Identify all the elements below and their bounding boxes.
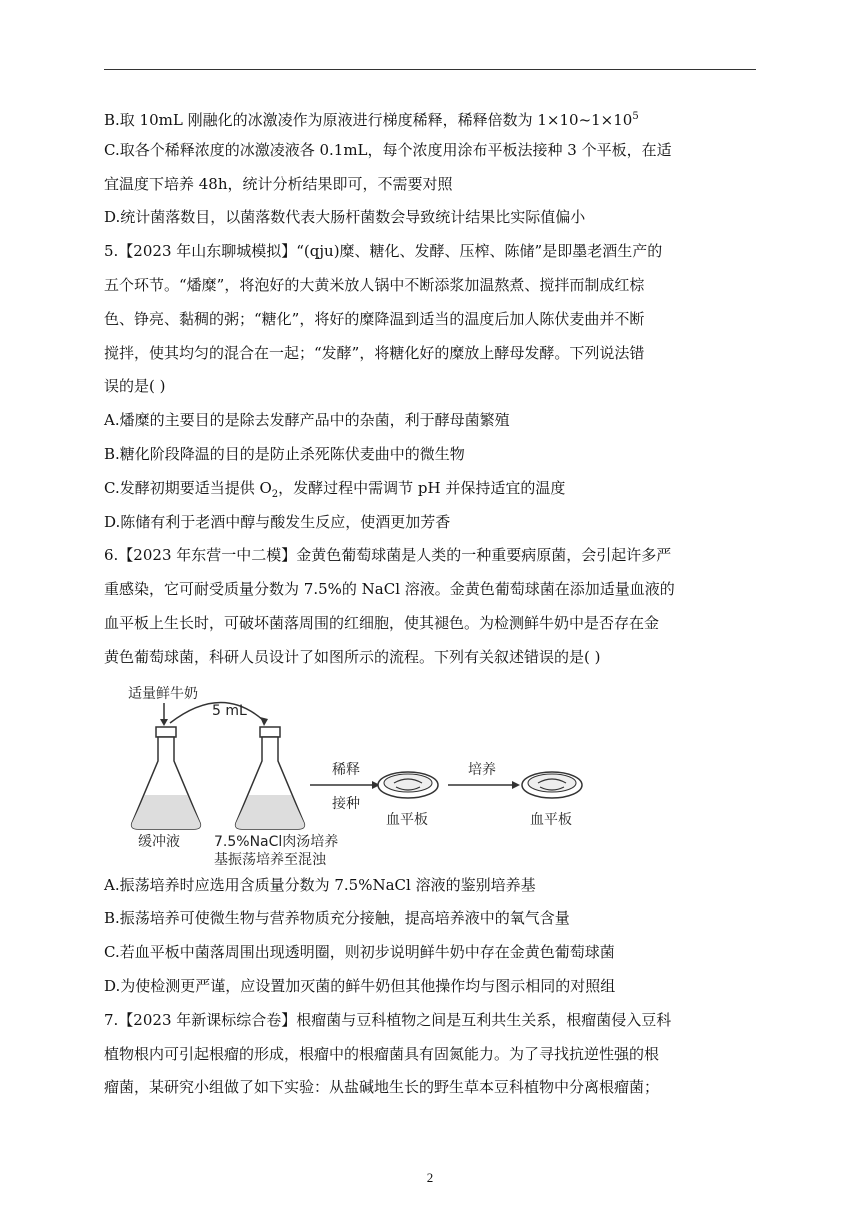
flow-diagram	[112, 683, 752, 865]
q4-option-c-line1: C.取各个稀释浓度的冰激凌液各 0.1mL，每个浓度用涂布平板法接种 3 个平板，在适	[104, 140, 672, 159]
q7-stem-line2: 植物根内可引起根瘤的形成，根瘤中的根瘤菌具有固氮能力。为了寻找抗逆性强的根	[104, 1044, 660, 1063]
q6-stem-line1: 6.【2023 年东营一中二模】金黄色葡萄球菌是人类的一种重要病原菌，会引起许多严	[104, 546, 672, 565]
q5-stem-line4: 搅拌，使其均匀的混合在一起；“发酵”，将糖化好的糜放上酵母发酵。下列说法错	[104, 343, 645, 362]
label-fresh-milk: 适量鲜牛奶	[128, 685, 198, 702]
page-number: 2	[426, 1170, 434, 1185]
experiment-flow-figure	[104, 683, 756, 868]
q6-option-c: C.若血平板中菌落周围出现透明圈，则初步说明鲜牛奶中存在金黄色葡萄球菌	[104, 943, 615, 962]
q5-option-c: C.发酵初期要适当提供 $O_2$，发酵过程中需调节 pH 并保持适宜的温度	[104, 478, 566, 500]
q4-option-d: D.统计菌落数目，以菌落数代表大肠杆菌数会导致统计结果比实际值偏小	[104, 208, 586, 227]
q6-stem-line4: 黄色葡萄球菌，科研人员设计了如图所示的流程。下列有关叙述错误的是( )	[104, 647, 601, 666]
q4-option-c-line2: 宜温度下培养 48h，统计分析结果即可，不需要对照	[104, 174, 453, 193]
broth-flask	[236, 727, 305, 829]
q4-option-b: B.取 10mL 刚融化的冰激凌作为原液进行梯度稀释，稀释倍数为 $1\times 10\sim 1\times 10^5$	[104, 111, 639, 129]
label-inoculate: 接种	[332, 795, 360, 812]
q6-stem-line2: 重感染，它可耐受质量分数为 7.5%的 NaCl 溶液。金黄色葡萄球菌在添加适量血液的	[104, 580, 675, 599]
label-blood-plate-2: 血平板	[530, 811, 572, 828]
q6-option-b: B.振荡培养可使微生物与营养物质充分接触，提高培养液中的氧气含量	[104, 909, 570, 928]
header-rule	[104, 69, 756, 70]
label-buffer: 缓冲液	[138, 833, 180, 850]
blood-plate-1	[378, 772, 438, 798]
buffer-flask	[132, 727, 201, 829]
label-5ml: 5 mL	[212, 702, 247, 719]
q5-stem-line2: 五个环节。“燔糜”，将泡好的大黄米放人锅中不断添浆加温熬煮、搅拌而制成红棕	[104, 275, 645, 294]
q6-stem-line3: 血平板上生长时，可破坏菌落周围的红细胞，使其褪色。为检测鲜牛奶中是否存在金	[104, 613, 660, 632]
q5-stem-line5: 误的是( )	[104, 377, 166, 396]
q5-stem-line1: 5.【2023 年山东聊城模拟】“(qju)糜、糖化、发酵、压榨、陈储”是即墨老酒生产的	[104, 242, 663, 261]
q6-option-d: D.为使检测更严谨，应设置加灭菌的鲜牛奶但其他操作均与图示相同的对照组	[104, 976, 616, 995]
label-blood-plate-1: 血平板	[386, 811, 428, 828]
page-content	[104, 100, 756, 1105]
q6-option-a: A.振荡培养时应选用含质量分数为 7.5%NaCl 溶液的鉴别培养基	[104, 875, 536, 894]
label-broth-line2: 基振荡培养至混浊	[214, 851, 326, 868]
q5-option-b: B.糖化阶段降温的目的是防止杀死陈伏麦曲中的微生物	[104, 444, 465, 463]
label-broth-line1: 7.5%NaCl肉汤培养	[214, 833, 339, 850]
q5-option-a: A.燔糜的主要目的是除去发酵产品中的杂菌，利于酵母菌繁殖	[104, 411, 510, 430]
q7-stem-line1: 7.【2023 年新课标综合卷】根瘤菌与豆科植物之间是互利共生关系，根瘤菌侵入豆科	[104, 1010, 672, 1029]
q5-stem-line3: 色、铮亮、黏稠的粥；“糖化”，将好的糜降温到适当的温度后加人陈伏麦曲并不断	[104, 309, 645, 328]
blood-plate-2	[522, 772, 582, 798]
label-culture: 培养	[468, 761, 496, 778]
q5-option-d: D.陈储有利于老酒中醇与酸发生反应，使酒更加芳香	[104, 512, 451, 531]
label-dilute: 稀释	[332, 761, 360, 778]
q7-stem-line3: 瘤菌，某研究小组做了如下实验：从盐碱地生长的野生草本豆科植物中分离根瘤菌；	[104, 1078, 660, 1097]
